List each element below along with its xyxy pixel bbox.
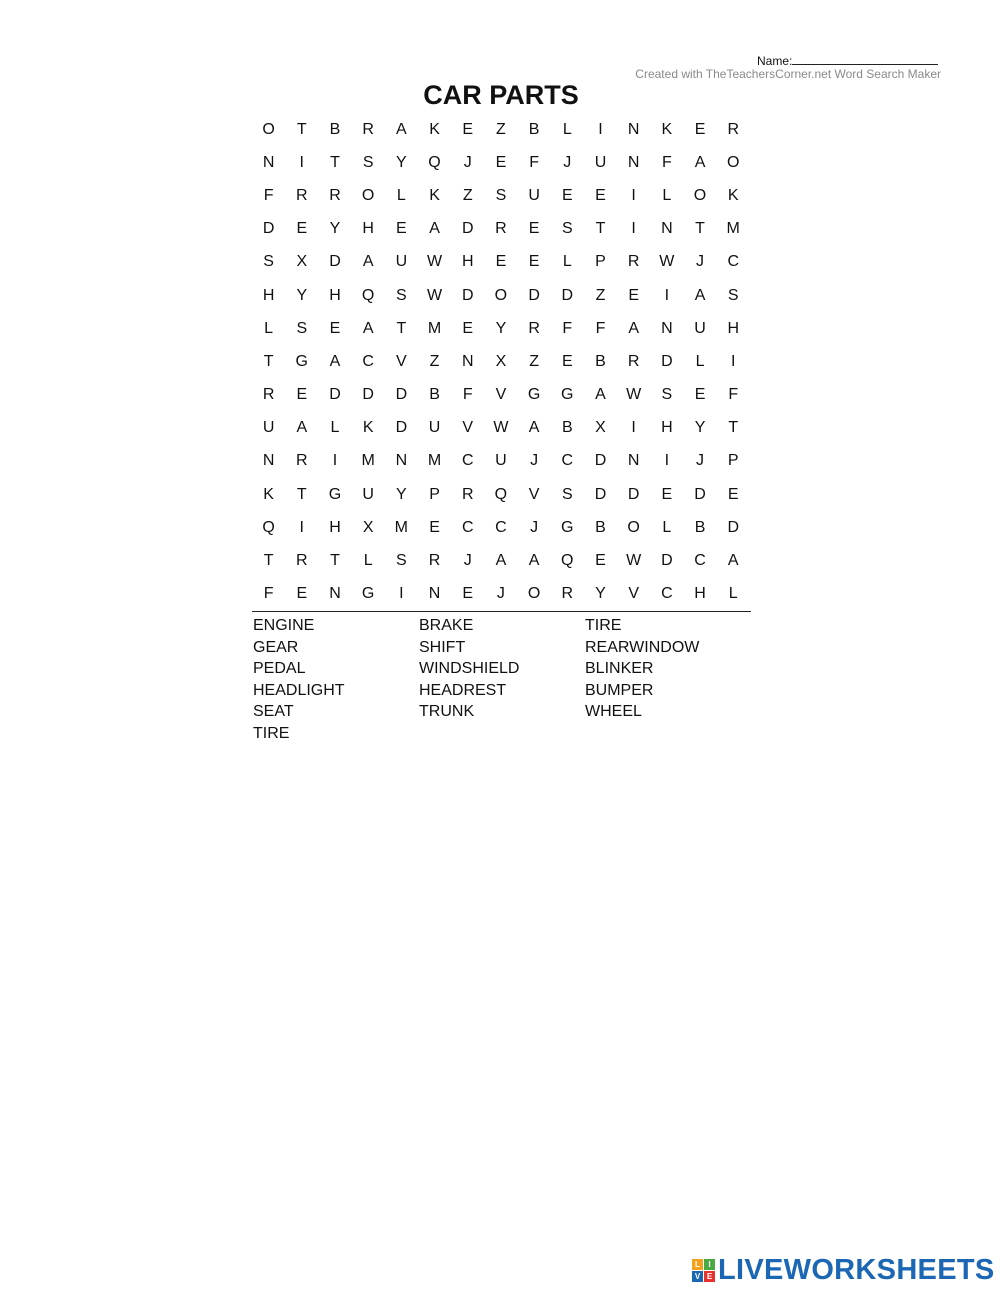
- grid-letter[interactable]: D: [594, 452, 607, 470]
- grid-letter[interactable]: S: [396, 552, 407, 570]
- grid-row: [252, 179, 751, 212]
- grid-letter[interactable]: O: [361, 186, 375, 204]
- grid-letter[interactable]: E: [296, 220, 308, 238]
- grid-letter[interactable]: I: [299, 518, 304, 536]
- grid-letter[interactable]: B: [528, 120, 540, 138]
- grid-letter[interactable]: M: [394, 518, 408, 536]
- name-blank-line: [792, 53, 938, 65]
- grid-row: [252, 445, 751, 478]
- grid-letter[interactable]: J: [696, 253, 705, 271]
- grid-letter[interactable]: Y: [329, 220, 341, 238]
- grid-letter[interactable]: H: [694, 585, 706, 603]
- grid-letter[interactable]: K: [661, 120, 673, 138]
- grid-letter[interactable]: X: [296, 253, 308, 271]
- grid-letter[interactable]: C: [495, 518, 507, 536]
- grid-letter[interactable]: E: [628, 286, 639, 304]
- grid-letter[interactable]: F: [661, 153, 672, 171]
- word-list-item: TIRE: [585, 617, 622, 634]
- grid-letter[interactable]: Y: [396, 153, 407, 171]
- grid-letter[interactable]: I: [664, 286, 670, 304]
- grid-letter[interactable]: S: [495, 186, 507, 204]
- word-list-item: HEADLIGHT: [253, 681, 345, 699]
- word-list-item: TIRE: [253, 724, 290, 742]
- grid-letter[interactable]: U: [528, 186, 540, 204]
- grid-letter[interactable]: R: [296, 452, 308, 470]
- name-label: Name:: [757, 54, 793, 68]
- grid-letter[interactable]: S: [561, 220, 573, 238]
- grid-letter[interactable]: T: [595, 220, 606, 238]
- grid-letter[interactable]: D: [262, 220, 275, 238]
- grid-letter[interactable]: N: [262, 452, 275, 470]
- grid-letter[interactable]: D: [395, 419, 408, 437]
- grid-letter[interactable]: O: [262, 120, 275, 138]
- grid-letter[interactable]: F: [529, 153, 539, 171]
- grid-row: [252, 578, 751, 611]
- grid-row: [252, 312, 751, 345]
- grid-letter[interactable]: E: [462, 120, 474, 138]
- logo-text: LIVEWORKSHEETS: [718, 1254, 995, 1286]
- grid-letter[interactable]: R: [561, 585, 574, 603]
- grid-letter[interactable]: D: [395, 386, 408, 404]
- grid-letter[interactable]: D: [561, 286, 574, 304]
- grid-row: [252, 279, 751, 312]
- grid-row: [252, 246, 751, 279]
- grid-letter[interactable]: W: [626, 552, 642, 570]
- grid-letter[interactable]: T: [296, 485, 307, 503]
- grid-letter[interactable]: W: [626, 386, 642, 404]
- grid-letter[interactable]: N: [627, 452, 640, 470]
- grid-letter[interactable]: J: [496, 585, 505, 603]
- grid-letter[interactable]: F: [263, 186, 274, 204]
- grid-letter[interactable]: I: [631, 220, 636, 238]
- grid-letter[interactable]: O: [726, 153, 740, 171]
- name-field: [757, 53, 938, 68]
- logo-badge-letter: I: [704, 1259, 715, 1270]
- grid-letter[interactable]: D: [329, 386, 341, 404]
- grid-letter[interactable]: S: [296, 319, 308, 337]
- grid-letter[interactable]: S: [263, 253, 274, 271]
- grid-letter[interactable]: O: [494, 286, 508, 304]
- grid-letter[interactable]: H: [329, 286, 341, 304]
- grid-letter[interactable]: E: [396, 220, 407, 238]
- grid-letter[interactable]: C: [461, 452, 474, 470]
- grid-letter[interactable]: W: [659, 253, 675, 271]
- grid-letter[interactable]: B: [595, 518, 606, 536]
- grid-letter[interactable]: A: [727, 552, 739, 570]
- grid-letter[interactable]: D: [362, 386, 374, 404]
- grid-letter[interactable]: B: [329, 120, 341, 138]
- grid-letter[interactable]: E: [528, 253, 540, 271]
- grid-row: [252, 113, 751, 146]
- word-list-item: SHIFT: [419, 638, 466, 656]
- grid-letter[interactable]: Q: [428, 153, 441, 171]
- grid-letter[interactable]: V: [495, 386, 507, 404]
- grid-letter[interactable]: E: [296, 386, 308, 404]
- grid-letter[interactable]: Z: [496, 120, 506, 138]
- grid-letter[interactable]: L: [330, 419, 340, 437]
- grid-letter[interactable]: D: [528, 286, 540, 304]
- grid-letter[interactable]: M: [427, 319, 442, 337]
- grid-letter[interactable]: U: [594, 153, 607, 171]
- word-list-item: BUMPER: [585, 681, 654, 699]
- grid-letter[interactable]: I: [730, 352, 736, 370]
- word-column: [419, 615, 585, 723]
- grid-letter[interactable]: I: [598, 120, 603, 138]
- grid-letter[interactable]: P: [429, 485, 440, 503]
- grid-letter[interactable]: G: [295, 352, 308, 370]
- grid-letter[interactable]: Q: [561, 552, 574, 570]
- grid-letter[interactable]: D: [594, 485, 607, 503]
- grid-letter[interactable]: S: [727, 286, 739, 304]
- grid-letter[interactable]: E: [661, 485, 673, 503]
- grid-row: [252, 412, 751, 445]
- grid-letter[interactable]: L: [562, 253, 572, 271]
- grid-letter[interactable]: R: [461, 485, 474, 503]
- grid-letter[interactable]: O: [627, 518, 640, 536]
- word-list-item: TRUNK: [419, 703, 475, 721]
- grid-letter[interactable]: H: [661, 419, 673, 437]
- grid-letter[interactable]: K: [429, 186, 440, 204]
- grid-letter[interactable]: M: [427, 452, 442, 470]
- grid-letter[interactable]: E: [462, 319, 474, 337]
- grid-letter[interactable]: N: [262, 153, 275, 171]
- word-list-item: WINDSHIELD: [419, 660, 520, 678]
- grid-letter[interactable]: L: [396, 186, 406, 204]
- grid-letter[interactable]: K: [727, 186, 739, 204]
- grid-letter[interactable]: Z: [462, 186, 473, 204]
- grid-letter[interactable]: C: [362, 352, 374, 370]
- grid-letter[interactable]: H: [461, 253, 474, 271]
- grid-letter[interactable]: L: [728, 585, 738, 603]
- grid-letter[interactable]: J: [530, 452, 539, 470]
- grid-letter[interactable]: D: [461, 220, 474, 238]
- grid-letter[interactable]: H: [262, 286, 275, 304]
- grid-letter[interactable]: Y: [595, 585, 606, 603]
- word-list-item: BLINKER: [585, 660, 654, 678]
- word-list-item: HEADREST: [419, 681, 507, 699]
- grid-letter[interactable]: Y: [694, 419, 706, 437]
- grid-letter[interactable]: D: [661, 352, 673, 370]
- word-search-grid: [252, 113, 751, 612]
- grid-letter[interactable]: I: [664, 452, 670, 470]
- page-title: CAR PARTS: [423, 80, 579, 110]
- grid-letter[interactable]: R: [428, 552, 441, 570]
- grid-letter[interactable]: R: [362, 120, 374, 138]
- word-list-item: PEDAL: [253, 660, 306, 678]
- grid-letter[interactable]: A: [528, 419, 540, 437]
- logo-badge-letter: L: [692, 1259, 703, 1270]
- grid-letter[interactable]: A: [694, 153, 706, 171]
- word-list-item: ENGINE: [253, 617, 315, 634]
- grid-letter[interactable]: I: [332, 452, 338, 470]
- grid-letter[interactable]: T: [330, 153, 340, 171]
- grid-letter[interactable]: R: [727, 120, 739, 138]
- grid-letter[interactable]: F: [728, 386, 739, 404]
- grid-letter[interactable]: X: [595, 419, 606, 437]
- grid-letter[interactable]: N: [627, 153, 640, 171]
- grid-letter[interactable]: A: [362, 253, 374, 271]
- grid-letter[interactable]: D: [661, 552, 673, 570]
- grid-letter[interactable]: Y: [495, 319, 507, 337]
- grid-letter[interactable]: V: [396, 352, 407, 370]
- grid-letter[interactable]: R: [296, 552, 308, 570]
- word-list-item: BRAKE: [419, 617, 474, 634]
- grid-letter[interactable]: L: [662, 186, 672, 204]
- grid-letter[interactable]: U: [395, 253, 408, 271]
- grid-letter[interactable]: T: [296, 120, 307, 138]
- grid-row: [252, 146, 751, 179]
- grid-letter[interactable]: Q: [361, 286, 375, 304]
- grid-row: [252, 345, 751, 378]
- word-list-item: WHEEL: [585, 703, 642, 721]
- grid-letter[interactable]: E: [694, 386, 706, 404]
- grid-letter[interactable]: D: [627, 485, 640, 503]
- grid-row: [252, 213, 751, 246]
- logo-badge-letter: E: [704, 1271, 715, 1282]
- grid-letter[interactable]: I: [631, 419, 636, 437]
- word-column: [585, 615, 751, 723]
- grid-letter[interactable]: U: [362, 485, 374, 503]
- grid-letter[interactable]: L: [363, 552, 373, 570]
- grid-letter[interactable]: N: [461, 352, 474, 370]
- grid-letter[interactable]: V: [628, 585, 639, 603]
- grid-letter[interactable]: A: [329, 352, 341, 370]
- logo-badge-letter: V: [692, 1271, 703, 1282]
- grid-letter[interactable]: R: [528, 319, 540, 337]
- grid-letter[interactable]: A: [628, 319, 639, 337]
- grid-letter[interactable]: T: [330, 552, 340, 570]
- grid-letter[interactable]: E: [694, 120, 706, 138]
- credit-text: Created with TheTeachersCorner.net Word Search Maker: [635, 67, 941, 81]
- grid-letter[interactable]: Z: [429, 352, 440, 370]
- grid-letter[interactable]: L: [662, 518, 672, 536]
- grid-letter[interactable]: E: [462, 585, 474, 603]
- word-column: [253, 615, 419, 745]
- grid-letter[interactable]: E: [561, 186, 573, 204]
- grid-letter[interactable]: F: [595, 319, 606, 337]
- grid-letter[interactable]: S: [661, 386, 673, 404]
- grid-letter[interactable]: F: [263, 585, 274, 603]
- grid-row: [252, 478, 751, 511]
- grid-letter[interactable]: X: [362, 518, 374, 536]
- grid-letter[interactable]: V: [528, 485, 540, 503]
- grid-letter[interactable]: U: [428, 419, 441, 437]
- grid-letter[interactable]: D: [461, 286, 474, 304]
- grid-letter[interactable]: W: [426, 286, 443, 304]
- grid-letter[interactable]: T: [728, 419, 739, 437]
- grid-letter[interactable]: G: [561, 518, 574, 536]
- liveworksheets-logo: [692, 1254, 995, 1287]
- grid-letter[interactable]: D: [727, 518, 739, 536]
- grid-letter[interactable]: U: [694, 319, 706, 337]
- grid-letter[interactable]: C: [461, 518, 474, 536]
- grid-letter[interactable]: I: [299, 153, 304, 171]
- grid-letter[interactable]: A: [429, 220, 440, 238]
- grid-letter[interactable]: E: [296, 585, 308, 603]
- grid-letter[interactable]: Y: [396, 485, 407, 503]
- grid-letter[interactable]: G: [527, 386, 541, 404]
- grid-letter[interactable]: M: [726, 220, 740, 238]
- grid-letter[interactable]: R: [627, 352, 640, 370]
- grid-letter[interactable]: W: [426, 253, 443, 271]
- grid-letter[interactable]: S: [561, 485, 573, 503]
- grid-letter[interactable]: J: [563, 153, 572, 171]
- grid-letter[interactable]: F: [562, 319, 573, 337]
- grid-letter[interactable]: Q: [262, 518, 275, 536]
- grid-letter[interactable]: D: [694, 485, 706, 503]
- grid-letter[interactable]: R: [262, 386, 275, 404]
- grid-letter[interactable]: E: [561, 352, 573, 370]
- grid-letter[interactable]: N: [329, 585, 341, 603]
- grid-letter[interactable]: S: [396, 286, 407, 304]
- grid-letter[interactable]: B: [561, 419, 573, 437]
- grid-letter[interactable]: N: [661, 319, 673, 337]
- grid-letter[interactable]: H: [362, 220, 374, 238]
- grid-letter[interactable]: N: [395, 452, 408, 470]
- grid-letter[interactable]: J: [463, 552, 472, 570]
- grid-letter[interactable]: A: [296, 419, 308, 437]
- grid-letter[interactable]: I: [631, 186, 636, 204]
- grid-letter[interactable]: R: [495, 220, 507, 238]
- grid-letter[interactable]: L: [695, 352, 705, 370]
- grid-letter[interactable]: T: [263, 352, 274, 370]
- grid-row: [252, 544, 751, 577]
- grid-letter[interactable]: G: [561, 386, 574, 404]
- grid-letter[interactable]: J: [696, 452, 705, 470]
- grid-letter[interactable]: A: [694, 286, 706, 304]
- grid-letter[interactable]: E: [329, 319, 341, 337]
- grid-letter[interactable]: Y: [296, 286, 308, 304]
- grid-letter[interactable]: R: [296, 186, 308, 204]
- grid-letter[interactable]: U: [262, 419, 275, 437]
- grid-letter[interactable]: E: [727, 485, 739, 503]
- grid-letter[interactable]: B: [694, 518, 706, 536]
- grid-letter[interactable]: D: [329, 253, 341, 271]
- grid-letter[interactable]: E: [429, 518, 440, 536]
- grid-letter[interactable]: C: [727, 253, 739, 271]
- grid-letter[interactable]: H: [329, 518, 341, 536]
- word-list-item: REARWINDOW: [585, 638, 700, 656]
- grid-letter[interactable]: N: [428, 585, 441, 603]
- grid-letter[interactable]: T: [695, 220, 705, 238]
- grid-letter[interactable]: C: [661, 585, 673, 603]
- grid-letter[interactable]: E: [528, 220, 540, 238]
- grid-letter[interactable]: E: [495, 253, 507, 271]
- grid-row: [252, 379, 751, 412]
- grid-letter[interactable]: M: [361, 452, 375, 470]
- grid-letter[interactable]: F: [462, 386, 473, 404]
- grid-letter[interactable]: V: [462, 419, 474, 437]
- grid-letter[interactable]: S: [362, 153, 374, 171]
- grid-letter[interactable]: K: [429, 120, 440, 138]
- grid-letter[interactable]: E: [595, 552, 606, 570]
- word-list-item: GEAR: [253, 638, 299, 656]
- grid-letter[interactable]: K: [263, 485, 274, 503]
- grid-letter[interactable]: L: [264, 319, 274, 337]
- grid-letter[interactable]: P: [595, 253, 606, 271]
- grid-row: [252, 511, 751, 544]
- grid-letter[interactable]: E: [495, 153, 507, 171]
- grid-letter[interactable]: G: [361, 585, 375, 603]
- grid-letter[interactable]: B: [429, 386, 440, 404]
- grid-letter[interactable]: Z: [529, 352, 539, 370]
- grid-letter[interactable]: A: [396, 120, 407, 138]
- grid-letter[interactable]: B: [595, 352, 606, 370]
- grid-letter[interactable]: R: [627, 253, 640, 271]
- grid-letter[interactable]: X: [495, 352, 507, 370]
- grid-letter[interactable]: Q: [494, 485, 508, 503]
- grid-letter[interactable]: T: [263, 552, 274, 570]
- grid-letter[interactable]: T: [396, 319, 407, 337]
- grid-letter[interactable]: O: [693, 186, 707, 204]
- grid-letter[interactable]: N: [661, 220, 673, 238]
- grid-letter[interactable]: Z: [595, 286, 606, 304]
- grid-letter[interactable]: P: [727, 452, 739, 470]
- grid-letter[interactable]: C: [561, 452, 574, 470]
- grid-letter[interactable]: A: [528, 552, 540, 570]
- grid-letter[interactable]: J: [463, 153, 472, 171]
- grid-letter[interactable]: I: [399, 585, 404, 603]
- grid-letter[interactable]: K: [362, 419, 374, 437]
- grid-letter[interactable]: O: [527, 585, 541, 603]
- grid-letter[interactable]: L: [562, 120, 572, 138]
- grid-letter[interactable]: R: [329, 186, 341, 204]
- grid-letter[interactable]: G: [328, 485, 342, 503]
- grid-letter[interactable]: H: [727, 319, 739, 337]
- word-list-item: SEAT: [253, 703, 294, 721]
- grid-letter[interactable]: W: [493, 419, 509, 437]
- grid-letter[interactable]: E: [595, 186, 606, 204]
- logo-badge-icon: [692, 1259, 715, 1282]
- grid-letter[interactable]: A: [595, 386, 606, 404]
- grid-letter[interactable]: U: [495, 452, 507, 470]
- grid-letter[interactable]: N: [627, 120, 640, 138]
- grid-letter[interactable]: A: [362, 319, 374, 337]
- grid-letter[interactable]: C: [694, 552, 706, 570]
- grid-letter[interactable]: A: [495, 552, 507, 570]
- grid-letter[interactable]: J: [530, 518, 539, 536]
